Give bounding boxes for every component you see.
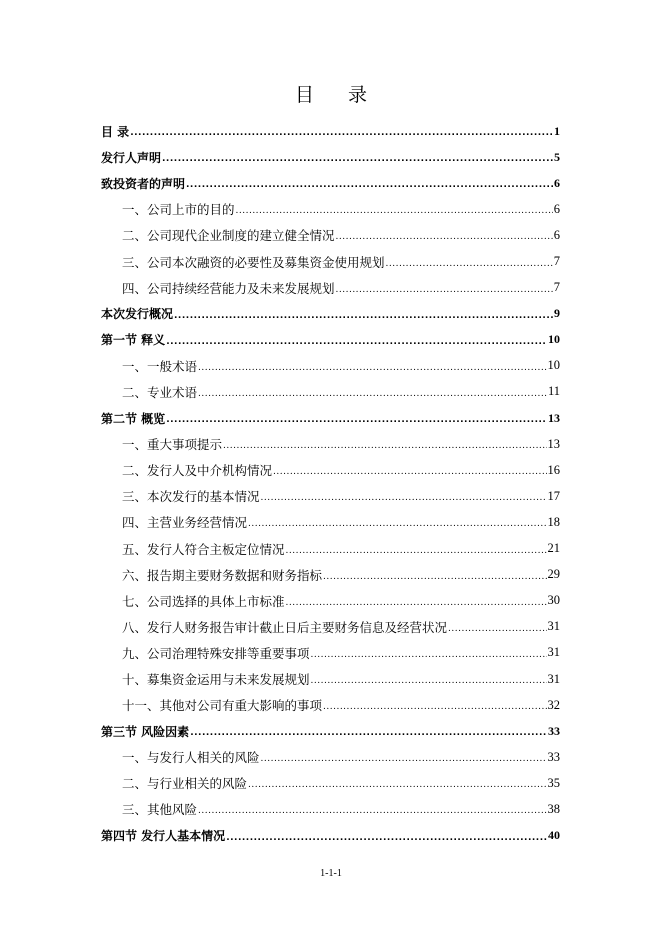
toc-entry-page: 33 <box>548 723 560 738</box>
toc-entry-page: 32 <box>547 697 560 712</box>
toc-entry-title: 发行人声明 <box>101 150 162 165</box>
toc-dot-leader <box>190 728 547 738</box>
toc-entry-page: 31 <box>547 645 560 660</box>
toc-entry-page: 30 <box>547 593 560 608</box>
toc-entry-title: 三、公司本次融资的必要性及募集资金使用规划 <box>122 254 385 270</box>
toc-entry[interactable] <box>101 144 560 170</box>
toc-entry-title: 二、与行业相关的风险 <box>122 776 248 792</box>
toc-entry[interactable] <box>101 379 560 405</box>
toc-entry[interactable] <box>101 770 560 796</box>
toc-entry[interactable] <box>101 457 560 483</box>
toc-entry-page: 13 <box>547 436 560 451</box>
toc-dot-leader <box>248 780 546 790</box>
toc-entry[interactable] <box>101 666 560 692</box>
toc-entry-title: 致投资者的声明 <box>101 176 186 191</box>
toc-dot-leader <box>166 337 547 347</box>
toc-entry-title: 第二节 概览 <box>101 411 166 426</box>
toc-entry[interactable] <box>101 170 560 196</box>
toc-entry-title: 第一节 释义 <box>101 333 166 348</box>
toc-entry[interactable] <box>101 744 560 770</box>
toc-entry-page: 10 <box>547 358 560 373</box>
toc-entry-title: 二、公司现代企业制度的建立健全情况 <box>122 228 335 244</box>
toc-entry-title: 三、其他风险 <box>122 802 198 818</box>
toc-dot-leader <box>323 702 546 712</box>
toc-entry-page: 29 <box>547 567 560 582</box>
toc-entry[interactable] <box>101 640 560 666</box>
toc-entry-page: 10 <box>548 332 560 347</box>
toc-entry-page: 21 <box>547 541 560 556</box>
toc-dot-leader <box>162 154 553 164</box>
toc-entry-title: 四、公司持续经营能力及未来发展规划 <box>122 280 335 296</box>
toc-dot-leader <box>311 676 547 686</box>
toc-dot-leader <box>186 180 553 190</box>
toc-entry-title: 四、主营业务经营情况 <box>122 515 248 531</box>
toc-entry-title: 十一、其他对公司有重大影响的事项 <box>122 698 323 714</box>
toc-dot-leader <box>223 441 546 451</box>
page-title: 目 录 <box>294 84 382 106</box>
toc-entry[interactable] <box>101 509 560 535</box>
toc-entry-page: 40 <box>548 828 560 843</box>
toc-dot-leader <box>336 232 553 242</box>
toc-dot-leader <box>226 833 547 843</box>
toc-entry-page: 31 <box>547 671 560 686</box>
toc-entry-page: 6 <box>554 175 560 190</box>
toc-entry-page: 7 <box>553 280 560 295</box>
toc-entry[interactable] <box>101 796 560 822</box>
toc-dot-leader <box>236 206 553 216</box>
table-of-contents <box>101 118 560 849</box>
toc-entry-page: 7 <box>553 254 560 269</box>
toc-entry[interactable] <box>101 118 560 144</box>
toc-entry-title: 第三节 风险因素 <box>101 724 190 739</box>
toc-entry-title: 一、与发行人相关的风险 <box>122 750 260 766</box>
toc-dot-leader <box>130 128 553 138</box>
toc-dot-leader <box>198 389 547 399</box>
toc-entry-title: 六、报告期主要财务数据和财务指标 <box>122 567 323 583</box>
toc-entry[interactable] <box>101 614 560 640</box>
toc-entry-page: 31 <box>547 619 560 634</box>
toc-entry-title: 一、一般术语 <box>122 358 198 374</box>
toc-entry[interactable] <box>101 718 560 744</box>
toc-entry-page: 6 <box>553 227 560 242</box>
toc-entry-page: 13 <box>548 410 560 425</box>
toc-entry-page: 18 <box>547 514 560 529</box>
toc-entry[interactable] <box>101 248 560 274</box>
toc-entry-page: 17 <box>547 488 560 503</box>
toc-entry-title: 本次发行概况 <box>101 307 174 322</box>
toc-entry-page: 11 <box>547 384 560 399</box>
toc-entry-page: 9 <box>554 306 560 321</box>
toc-entry[interactable] <box>101 823 560 849</box>
toc-dot-leader <box>174 311 553 321</box>
toc-entry-title: 第四节 发行人基本情况 <box>101 829 226 844</box>
toc-dot-leader <box>198 806 546 816</box>
toc-dot-leader <box>323 572 546 582</box>
page-number-footer: 1-1-1 <box>320 868 342 879</box>
toc-entry-page: 1 <box>554 123 560 138</box>
toc-entry-title: 一、重大事项提示 <box>122 437 223 453</box>
toc-entry-title: 十、募集资金运用与未来发展规划 <box>122 672 310 688</box>
toc-entry-title: 一、公司上市的目的 <box>122 202 235 218</box>
toc-entry[interactable] <box>101 275 560 301</box>
toc-entry-title: 八、发行人财务报告审计截止日后主要财务信息及经营状况 <box>122 619 448 635</box>
toc-entry[interactable] <box>101 327 560 353</box>
toc-entry[interactable] <box>101 431 560 457</box>
toc-dot-leader <box>198 363 546 373</box>
toc-dot-leader <box>286 546 547 556</box>
toc-dot-leader <box>261 493 547 503</box>
toc-entry[interactable] <box>101 562 560 588</box>
toc-entry[interactable] <box>101 692 560 718</box>
toc-entry-title: 九、公司治理特殊安排等重要事项 <box>122 645 310 661</box>
toc-entry-title: 七、公司选择的具体上市标准 <box>122 593 285 609</box>
toc-entry-page: 38 <box>547 801 560 816</box>
toc-entry[interactable] <box>101 222 560 248</box>
toc-dot-leader <box>286 598 547 608</box>
toc-dot-leader <box>448 624 546 634</box>
toc-dot-leader <box>336 285 553 295</box>
toc-dot-leader <box>311 650 547 660</box>
toc-entry-title: 二、发行人及中介机构情况 <box>122 463 273 479</box>
toc-entry-title: 二、专业术语 <box>122 384 198 400</box>
toc-entry-page: 5 <box>554 149 560 164</box>
toc-entry-title: 目 录 <box>101 124 130 139</box>
toc-entry[interactable] <box>101 405 560 431</box>
toc-dot-leader <box>166 415 547 425</box>
toc-dot-leader <box>273 467 546 477</box>
toc-dot-leader <box>248 519 546 529</box>
toc-entry-page: 16 <box>547 462 560 477</box>
toc-entry[interactable] <box>101 196 560 222</box>
toc-entry[interactable] <box>101 301 560 327</box>
toc-entry-title: 五、发行人符合主板定位情况 <box>122 541 285 557</box>
toc-entry-page: 33 <box>547 749 560 764</box>
toc-entry[interactable] <box>101 353 560 379</box>
toc-entry-page: 6 <box>553 201 560 216</box>
toc-entry-page: 35 <box>547 775 560 790</box>
toc-entry[interactable] <box>101 483 560 509</box>
toc-dot-leader <box>386 259 553 269</box>
toc-entry-title: 三、本次发行的基本情况 <box>122 489 260 505</box>
toc-entry[interactable] <box>101 588 560 614</box>
toc-entry[interactable] <box>101 536 560 562</box>
toc-dot-leader <box>261 754 547 764</box>
